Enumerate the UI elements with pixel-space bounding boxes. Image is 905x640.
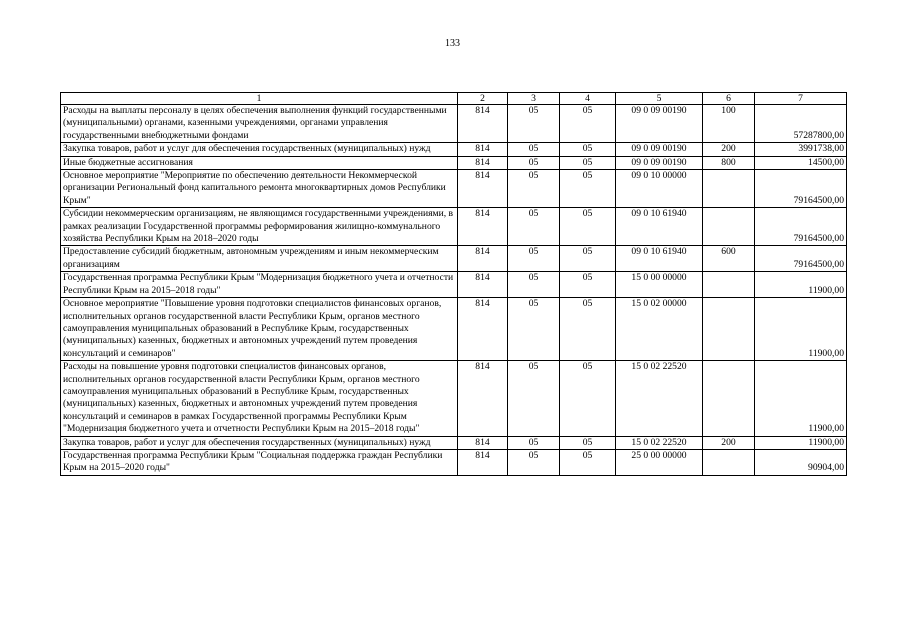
table-row <box>61 246 847 272</box>
admin-code-cell: 814 <box>458 156 508 169</box>
target-article-cell: 09 0 09 00190 <box>616 105 703 143</box>
subsection-cell: 05 <box>560 298 616 361</box>
expense-type-cell: 200 <box>703 436 755 449</box>
target-article-cell: 15 0 00 00000 <box>616 272 703 298</box>
target-article-cell: 09 0 10 61940 <box>616 208 703 246</box>
section-cell: 05 <box>508 170 560 208</box>
amount-cell: 14500,00 <box>755 156 847 169</box>
table-row <box>61 436 847 449</box>
section-cell: 05 <box>508 246 560 272</box>
table-row <box>61 361 847 436</box>
subsection-cell: 05 <box>560 156 616 169</box>
target-article-cell: 15 0 02 22520 <box>616 361 703 436</box>
admin-code-cell: 814 <box>458 208 508 246</box>
admin-code-cell: 814 <box>458 436 508 449</box>
target-article-cell: 25 0 00 00000 <box>616 449 703 475</box>
admin-code-cell: 814 <box>458 361 508 436</box>
admin-code-cell: 814 <box>458 105 508 143</box>
target-article-cell: 09 0 09 00190 <box>616 143 703 156</box>
column-header: 3 <box>508 93 560 105</box>
subsection-cell: 05 <box>560 170 616 208</box>
row-name-cell: Субсидии некоммерческим организациям, не являющимся государственными учреждениями, в рамках реализации Государственной программы реформирования жилищно-коммунального хозяйства Республики Крым на 2018–2020 годы <box>61 208 458 246</box>
table-row <box>61 449 847 475</box>
subsection-cell: 05 <box>560 272 616 298</box>
expense-type-cell: 200 <box>703 143 755 156</box>
row-name-cell: Государственная программа Республики Крым "Социальная поддержка граждан Республики Крым на 2015–2020 годы" <box>61 449 458 475</box>
admin-code-cell: 814 <box>458 143 508 156</box>
table-row <box>61 156 847 169</box>
expense-type-cell <box>703 449 755 475</box>
admin-code-cell: 814 <box>458 272 508 298</box>
expense-type-cell <box>703 298 755 361</box>
expense-type-cell <box>703 208 755 246</box>
row-name-cell: Закупка товаров, работ и услуг для обеспечения государственных (муниципальных) нужд <box>61 143 458 156</box>
admin-code-cell: 814 <box>458 246 508 272</box>
target-article-cell: 15 0 02 00000 <box>616 298 703 361</box>
budget-table <box>60 92 847 476</box>
amount-cell: 79164500,00 <box>755 246 847 272</box>
subsection-cell: 05 <box>560 449 616 475</box>
section-cell: 05 <box>508 436 560 449</box>
section-cell: 05 <box>508 143 560 156</box>
amount-cell: 11900,00 <box>755 436 847 449</box>
row-name-cell: Основное мероприятие "Повышение уровня подготовки специалистов финансовых органов, исполнительных органов государственной власти Республики Крым, органов местного самоуправления муниципальных образований в Республике Крым, государственных (муниципальных) казенных, бюджетных и автономных учреждений путем проведения консультаций и семинаров" <box>61 298 458 361</box>
table-row <box>61 208 847 246</box>
section-cell: 05 <box>508 105 560 143</box>
expense-type-cell <box>703 361 755 436</box>
expense-type-cell: 600 <box>703 246 755 272</box>
row-name-cell: Основное мероприятие "Мероприятие по обеспечению деятельности Некоммерческой организации Региональный фонд капитального ремонта многоквартирных домов Республики Крым" <box>61 170 458 208</box>
row-name-cell: Иные бюджетные ассигнования <box>61 156 458 169</box>
admin-code-cell: 814 <box>458 170 508 208</box>
expense-type-cell <box>703 272 755 298</box>
subsection-cell: 05 <box>560 361 616 436</box>
subsection-cell: 05 <box>560 105 616 143</box>
admin-code-cell: 814 <box>458 449 508 475</box>
table-header-row <box>61 93 847 105</box>
section-cell: 05 <box>508 298 560 361</box>
row-name-cell: Расходы на повышение уровня подготовки специалистов финансовых органов, исполнительных органов государственной власти Республики Крым, органов местного самоуправления муниципальных образований в Республике Крым, государственных (муниципальных) казенных, бюджетных и автономных учреждений путем проведения консультаций и семинаров в рамках Государственной программы Республики Крым "Модернизация бюджетного учета и отчетности Республики Крым на 2015–2018 годы" <box>61 361 458 436</box>
amount-cell: 90904,00 <box>755 449 847 475</box>
page-number: 133 <box>445 38 460 49</box>
section-cell: 05 <box>508 156 560 169</box>
subsection-cell: 05 <box>560 436 616 449</box>
subsection-cell: 05 <box>560 246 616 272</box>
column-header: 5 <box>616 93 703 105</box>
table-row <box>61 272 847 298</box>
row-name-cell: Государственная программа Республики Крым "Модернизация бюджетного учета и отчетности Республики Крым на 2015–2018 годы" <box>61 272 458 298</box>
row-name-cell: Закупка товаров, работ и услуг для обеспечения государственных (муниципальных) нужд <box>61 436 458 449</box>
target-article-cell: 09 0 09 00190 <box>616 156 703 169</box>
amount-cell: 79164500,00 <box>755 208 847 246</box>
amount-cell: 11900,00 <box>755 361 847 436</box>
amount-cell: 57287800,00 <box>755 105 847 143</box>
amount-cell: 11900,00 <box>755 272 847 298</box>
row-name-cell: Расходы на выплаты персоналу в целях обеспечения выполнения функций государственными (муниципальными) органами, казенными учреждениями, органами управления государственными внебюджетными фондами <box>61 105 458 143</box>
target-article-cell: 09 0 10 61940 <box>616 246 703 272</box>
expense-type-cell: 800 <box>703 156 755 169</box>
column-header: 2 <box>458 93 508 105</box>
table-row <box>61 170 847 208</box>
section-cell: 05 <box>508 449 560 475</box>
section-cell: 05 <box>508 272 560 298</box>
table-row <box>61 298 847 361</box>
table-row <box>61 143 847 156</box>
subsection-cell: 05 <box>560 208 616 246</box>
expense-type-cell <box>703 170 755 208</box>
row-name-cell: Предоставление субсидий бюджетным, автономным учреждениям и иным некоммерческим организациям <box>61 246 458 272</box>
column-header: 6 <box>703 93 755 105</box>
amount-cell: 3991738,00 <box>755 143 847 156</box>
target-article-cell: 15 0 02 22520 <box>616 436 703 449</box>
column-header: 7 <box>755 93 847 105</box>
section-cell: 05 <box>508 208 560 246</box>
amount-cell: 11900,00 <box>755 298 847 361</box>
subsection-cell: 05 <box>560 143 616 156</box>
expense-type-cell: 100 <box>703 105 755 143</box>
target-article-cell: 09 0 10 00000 <box>616 170 703 208</box>
column-header: 4 <box>560 93 616 105</box>
amount-cell: 79164500,00 <box>755 170 847 208</box>
section-cell: 05 <box>508 361 560 436</box>
table-row <box>61 105 847 143</box>
column-header: 1 <box>61 93 458 105</box>
admin-code-cell: 814 <box>458 298 508 361</box>
